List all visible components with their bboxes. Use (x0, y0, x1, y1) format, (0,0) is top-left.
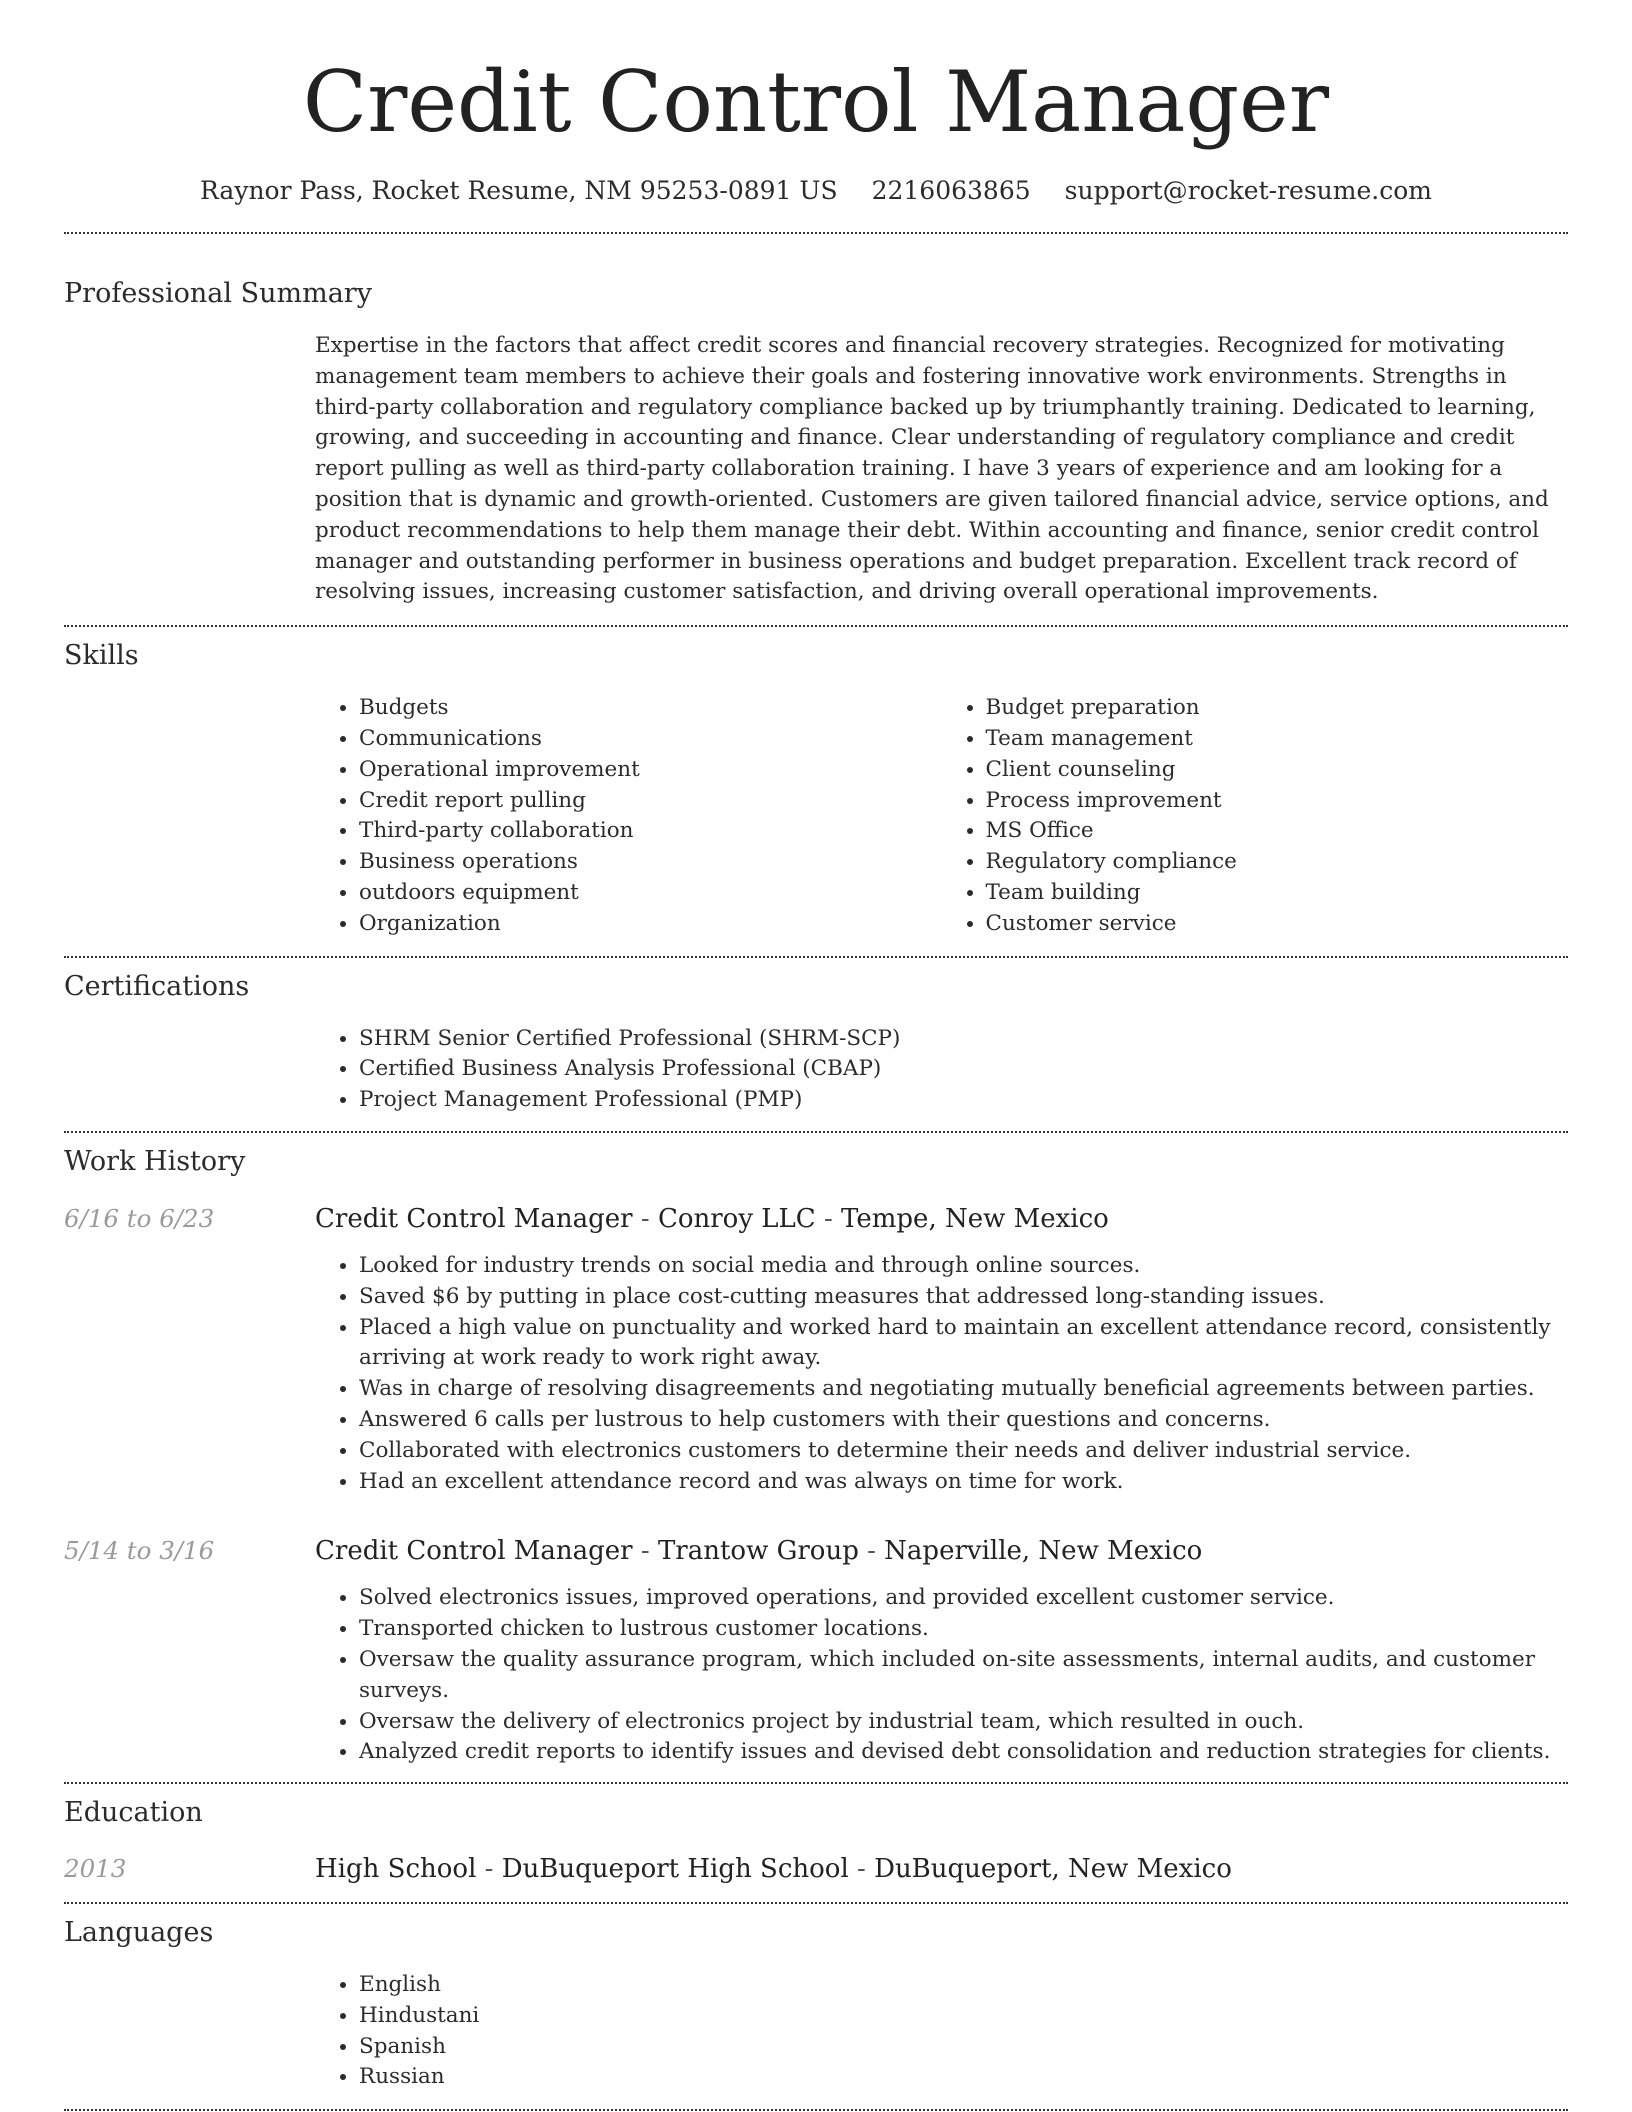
education-section (64, 1796, 1568, 1886)
contact-email: support@rocket-resume.com (1064, 176, 1432, 205)
summary-text: Expertise in the factors that affect credit scores and financial recovery strategies. Recognized for motivating management team members to achieve their goals and fostering innovative work environments. Strengths in third-party collaboration and regulatory compliance backed up by triumphantly training. Dedicated to learning, growing, and succeeding in accounting and finance. Clear understanding of regulatory compliance and credit report pulling as well as third-party collaboration training. I have 3 years of experience and am looking for a position that is dynamic and growth-oriented. Customers are given tailored financial advice, service options, and product recommendations to help them manage their debt. Within accounting and finance, senior credit control manager and outstanding performer in business operations and budget preparation. Excellent track record of resolving issues, increasing customer satisfaction, and driving overall operational improvements. (315, 333, 1549, 605)
work-section (64, 1145, 1568, 1768)
resume-page (64, 0, 1568, 2111)
divider (64, 232, 1568, 234)
job-bullet: • Collaborated with electronics customers to determine their needs and deliver industrial service. (359, 1436, 1568, 1467)
job-entry (64, 1202, 1568, 1497)
skill-item: • Team management (986, 724, 1569, 755)
skill-item: • Communications (359, 724, 942, 755)
certification-item: • SHRM Senior Certified Professional (SHRM-SCP) (359, 1024, 1568, 1055)
skill-item: • Customer service (986, 909, 1569, 940)
skill-item: • Budgets (359, 693, 942, 724)
divider (64, 2109, 1568, 2111)
language-item: • English (359, 1970, 1568, 2001)
skill-item: • Budget preparation (986, 693, 1569, 724)
education-year: 2013 (64, 1854, 127, 1884)
job-bullet: • Saved $6 by putting in place cost-cutting measures that addressed long-standing issues. (359, 1282, 1568, 1313)
job-bullet: • Was in charge of resolving disagreements and negotiating mutually beneficial agreements between parties. (359, 1374, 1568, 1405)
languages-section (64, 1916, 1568, 2093)
contact-phone: 2216063865 (871, 176, 1031, 205)
job-company: Conroy LLC (657, 1203, 816, 1234)
education-degree: High School (315, 1854, 477, 1885)
certifications-list (315, 1024, 1568, 1116)
job-bullet: • Solved electronics issues, improved operations, and provided excellent customer service. (359, 1583, 1568, 1614)
separator: - (858, 1536, 885, 1567)
divider (64, 1131, 1568, 1133)
job-bullet: • Analyzed credit reports to identify issues and devised debt consolidation and reduction strategies for clients. (359, 1737, 1568, 1768)
education-school: DuBuqueport High School (501, 1854, 849, 1885)
skill-item: • outdoors equipment (359, 878, 942, 909)
skill-item: • Team building (986, 878, 1569, 909)
certifications-list-wrap (315, 1024, 1568, 1116)
separator: - (476, 1854, 502, 1885)
job-location: Tempe, New Mexico (841, 1203, 1109, 1234)
skills-grid (315, 693, 1568, 939)
job-bullet: • Placed a high value on punctuality and worked hard to maintain an excellent attendance record, consistently arriving at work ready to work right away. (359, 1313, 1568, 1375)
job-dates: 5/14 to 3/16 (64, 1536, 215, 1566)
resume-title: Credit Control Manager (302, 53, 1330, 151)
languages-heading: Languages (64, 1917, 214, 1949)
education-location: DuBuqueport, New Mexico (874, 1854, 1232, 1885)
summary-heading: Professional Summary (64, 278, 372, 309)
language-item: • Spanish (359, 2032, 1568, 2063)
education-heading: Education (64, 1797, 203, 1829)
separator: - (632, 1536, 658, 1567)
divider (64, 1782, 1568, 1784)
job-role: Credit Control Manager (315, 1536, 633, 1567)
skills-section (64, 639, 1568, 939)
skill-item: • Business operations (359, 847, 942, 878)
job-bullet: • Oversaw the delivery of electronics project by industrial team, which resulted in ouch. (359, 1707, 1568, 1738)
divider (64, 625, 1568, 627)
job-bullets (315, 1251, 1568, 1497)
skill-item: • Process improvement (986, 786, 1569, 817)
job-bullets-wrap (315, 1583, 1568, 1768)
job-bullets-wrap (315, 1251, 1568, 1497)
certifications-heading: Certifications (64, 970, 250, 1002)
skill-item: • Organization (359, 909, 942, 940)
languages-list (315, 1970, 1568, 2093)
job-bullet: • Had an excellent attendance record and was always on time for work. (359, 1467, 1568, 1498)
language-item: • Hindustani (359, 2001, 1568, 2032)
job-bullet: • Transported chicken to lustrous customer locations. (359, 1614, 1568, 1645)
skills-heading: Skills (64, 640, 139, 672)
separator: - (848, 1854, 875, 1885)
job-role: Credit Control Manager (315, 1203, 633, 1234)
contact-line (64, 174, 1568, 208)
skill-item: • MS Office (986, 816, 1569, 847)
education-entry (64, 1852, 1568, 1886)
certifications-section (64, 970, 1568, 1116)
summary-section (64, 277, 1568, 608)
skill-item: • Third-party collaboration (359, 816, 942, 847)
separator: - (815, 1203, 842, 1234)
divider (64, 956, 1568, 958)
skill-item: • Credit report pulling (359, 786, 942, 817)
skill-item: • Operational improvement (359, 755, 942, 786)
job-bullet: • Looked for industry trends on social media and through online sources. (359, 1251, 1568, 1282)
certification-item: • Project Management Professional (PMP) (359, 1085, 1568, 1116)
divider (64, 1902, 1568, 1904)
job-title (315, 1534, 1568, 1568)
contact-address: Raynor Pass, Rocket Resume, NM 95253-0891 US (200, 176, 838, 205)
job-entry (64, 1534, 1568, 1768)
skills-list-left (315, 693, 942, 939)
skill-item: • Client counseling (986, 755, 1569, 786)
work-heading: Work History (64, 1145, 246, 1177)
separator: - (632, 1203, 658, 1234)
job-bullets (315, 1583, 1568, 1768)
certification-item: • Certified Business Analysis Professional (CBAP) (359, 1054, 1568, 1085)
language-item: • Russian (359, 2062, 1568, 2093)
education-title (315, 1852, 1568, 1886)
job-bullet: • Answered 6 calls per lustrous to help customers with their questions and concerns. (359, 1405, 1568, 1436)
languages-list-wrap (315, 1970, 1568, 2093)
job-location: Naperville, New Mexico (884, 1536, 1203, 1567)
job-dates: 6/16 to 6/23 (64, 1203, 215, 1233)
job-company: Trantow Group (657, 1536, 859, 1567)
job-bullet: • Oversaw the quality assurance program, which included on-site assessments, internal audits, and customer surveys. (359, 1645, 1568, 1707)
skills-list-right (942, 693, 1569, 939)
job-title (315, 1202, 1568, 1236)
skill-item: • Regulatory compliance (986, 847, 1569, 878)
